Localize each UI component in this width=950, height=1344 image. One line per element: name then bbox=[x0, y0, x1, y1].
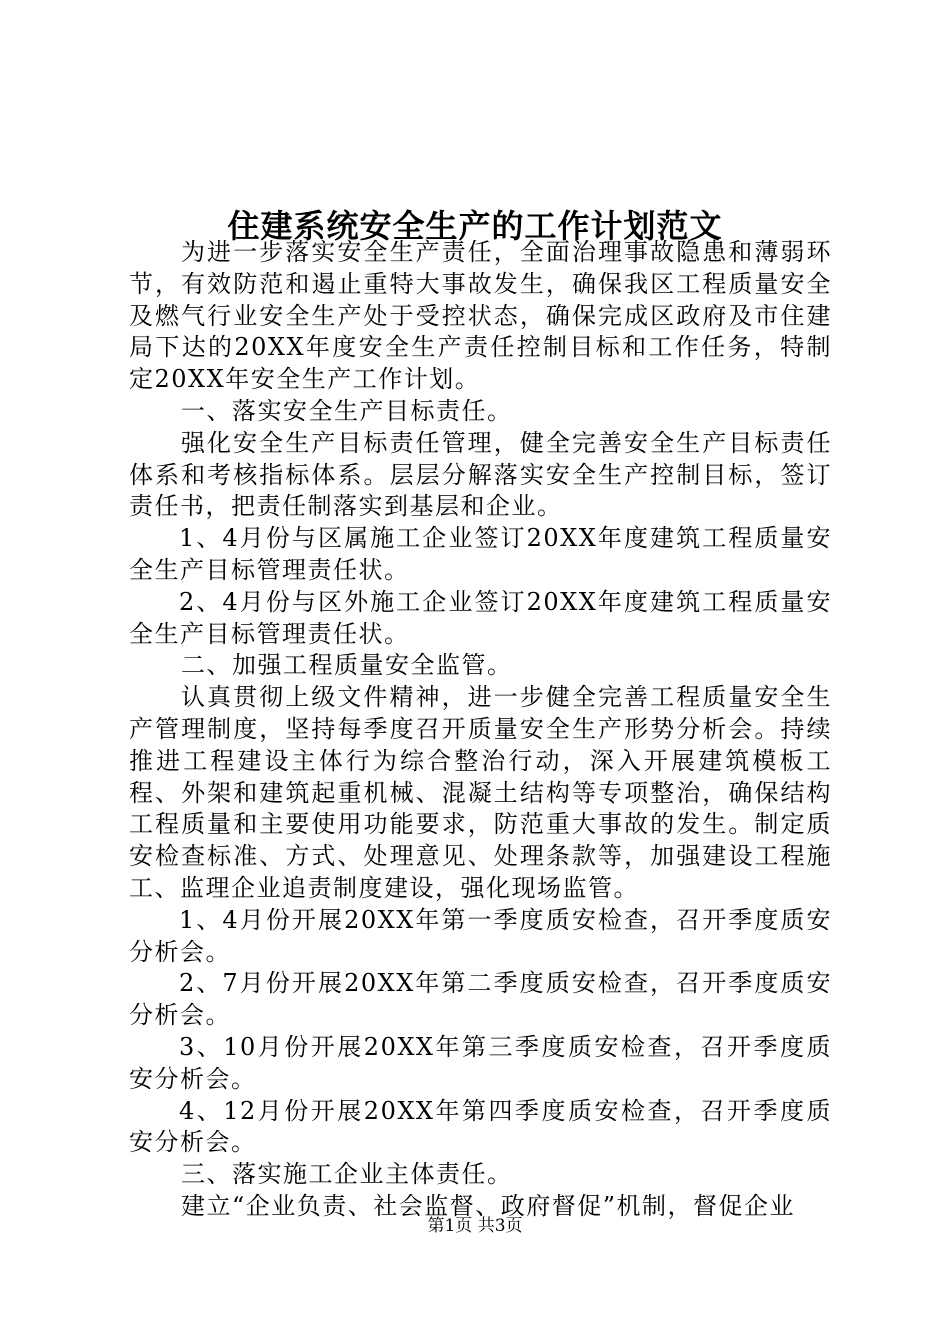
document-title: 住建系统安全生产的工作计划范文 bbox=[227, 207, 723, 246]
list-item: 2、4月份与区外施工企业签订20XX年度建筑工程质量安全生产目标管理责任状。 bbox=[129, 587, 832, 648]
paragraph-section-3: 建立“企业负责、社会监督、政府督促”机制，督促企业 bbox=[181, 1191, 796, 1220]
paragraph-section-1: 强化安全生产目标责任管理，健全完善安全生产目标责任体系和考核指标体系。层层分解落实安全生产控制目标，签订责任书，把责任制落实到基层和企业。 bbox=[129, 428, 832, 521]
list-item: 1、4月份与区属施工企业签订20XX年度建筑工程质量安全生产目标管理责任状。 bbox=[129, 524, 832, 584]
section-heading-3: 三、落实施工企业主体责任。 bbox=[181, 1160, 513, 1189]
section-heading-1: 一、落实安全生产目标责任。 bbox=[181, 396, 513, 425]
paragraph-section-2: 认真贯彻上级文件精神，进一步健全完善工程质量安全生产管理制度，坚持每季度召开质量安全生产形势分析会。持续推进工程建设主体行为综合整治行动，深入开展建筑模板工程、外架和建筑起重机械、混凝土结构等专项整治，确保结构工程质量和主要使用功能要求，防范重大事故的发生。制定质安检查标准、方式、处理意见、处理条款等，加强建设工程施工、监理企业追责制度建设，强化现场监管。 bbox=[129, 683, 832, 902]
list-item: 2、7月份开展20XX年第二季度质安检查，召开季度质安分析会。 bbox=[129, 969, 832, 1030]
paragraph-intro: 为进一步落实安全生产责任，全面治理事故隐患和薄弱环节，有效防范和遏止重特大事故发生，确保我区工程质量安全及燃气行业安全生产处于受控状态，确保完成区政府及市住建局下达的20XX年度安全生产责任控制目标和工作任务，特制定20XX年安全生产工作计划。 bbox=[129, 238, 832, 394]
list-item: 1、4月份开展20XX年第一季度质安检查，召开季度质安分析会。 bbox=[129, 905, 832, 966]
page-footer: 第1页 共3页 bbox=[427, 1216, 523, 1236]
list-item: 3、10月份开展20XX年第三季度质安检查，召开季度质安分析会。 bbox=[129, 1032, 832, 1093]
document-body bbox=[129, 237, 832, 1223]
section-heading-2: 二、加强工程质量安全监管。 bbox=[181, 651, 513, 680]
list-item: 4、12月份开展20XX年第四季度质安检查，召开季度质安分析会。 bbox=[129, 1096, 832, 1157]
